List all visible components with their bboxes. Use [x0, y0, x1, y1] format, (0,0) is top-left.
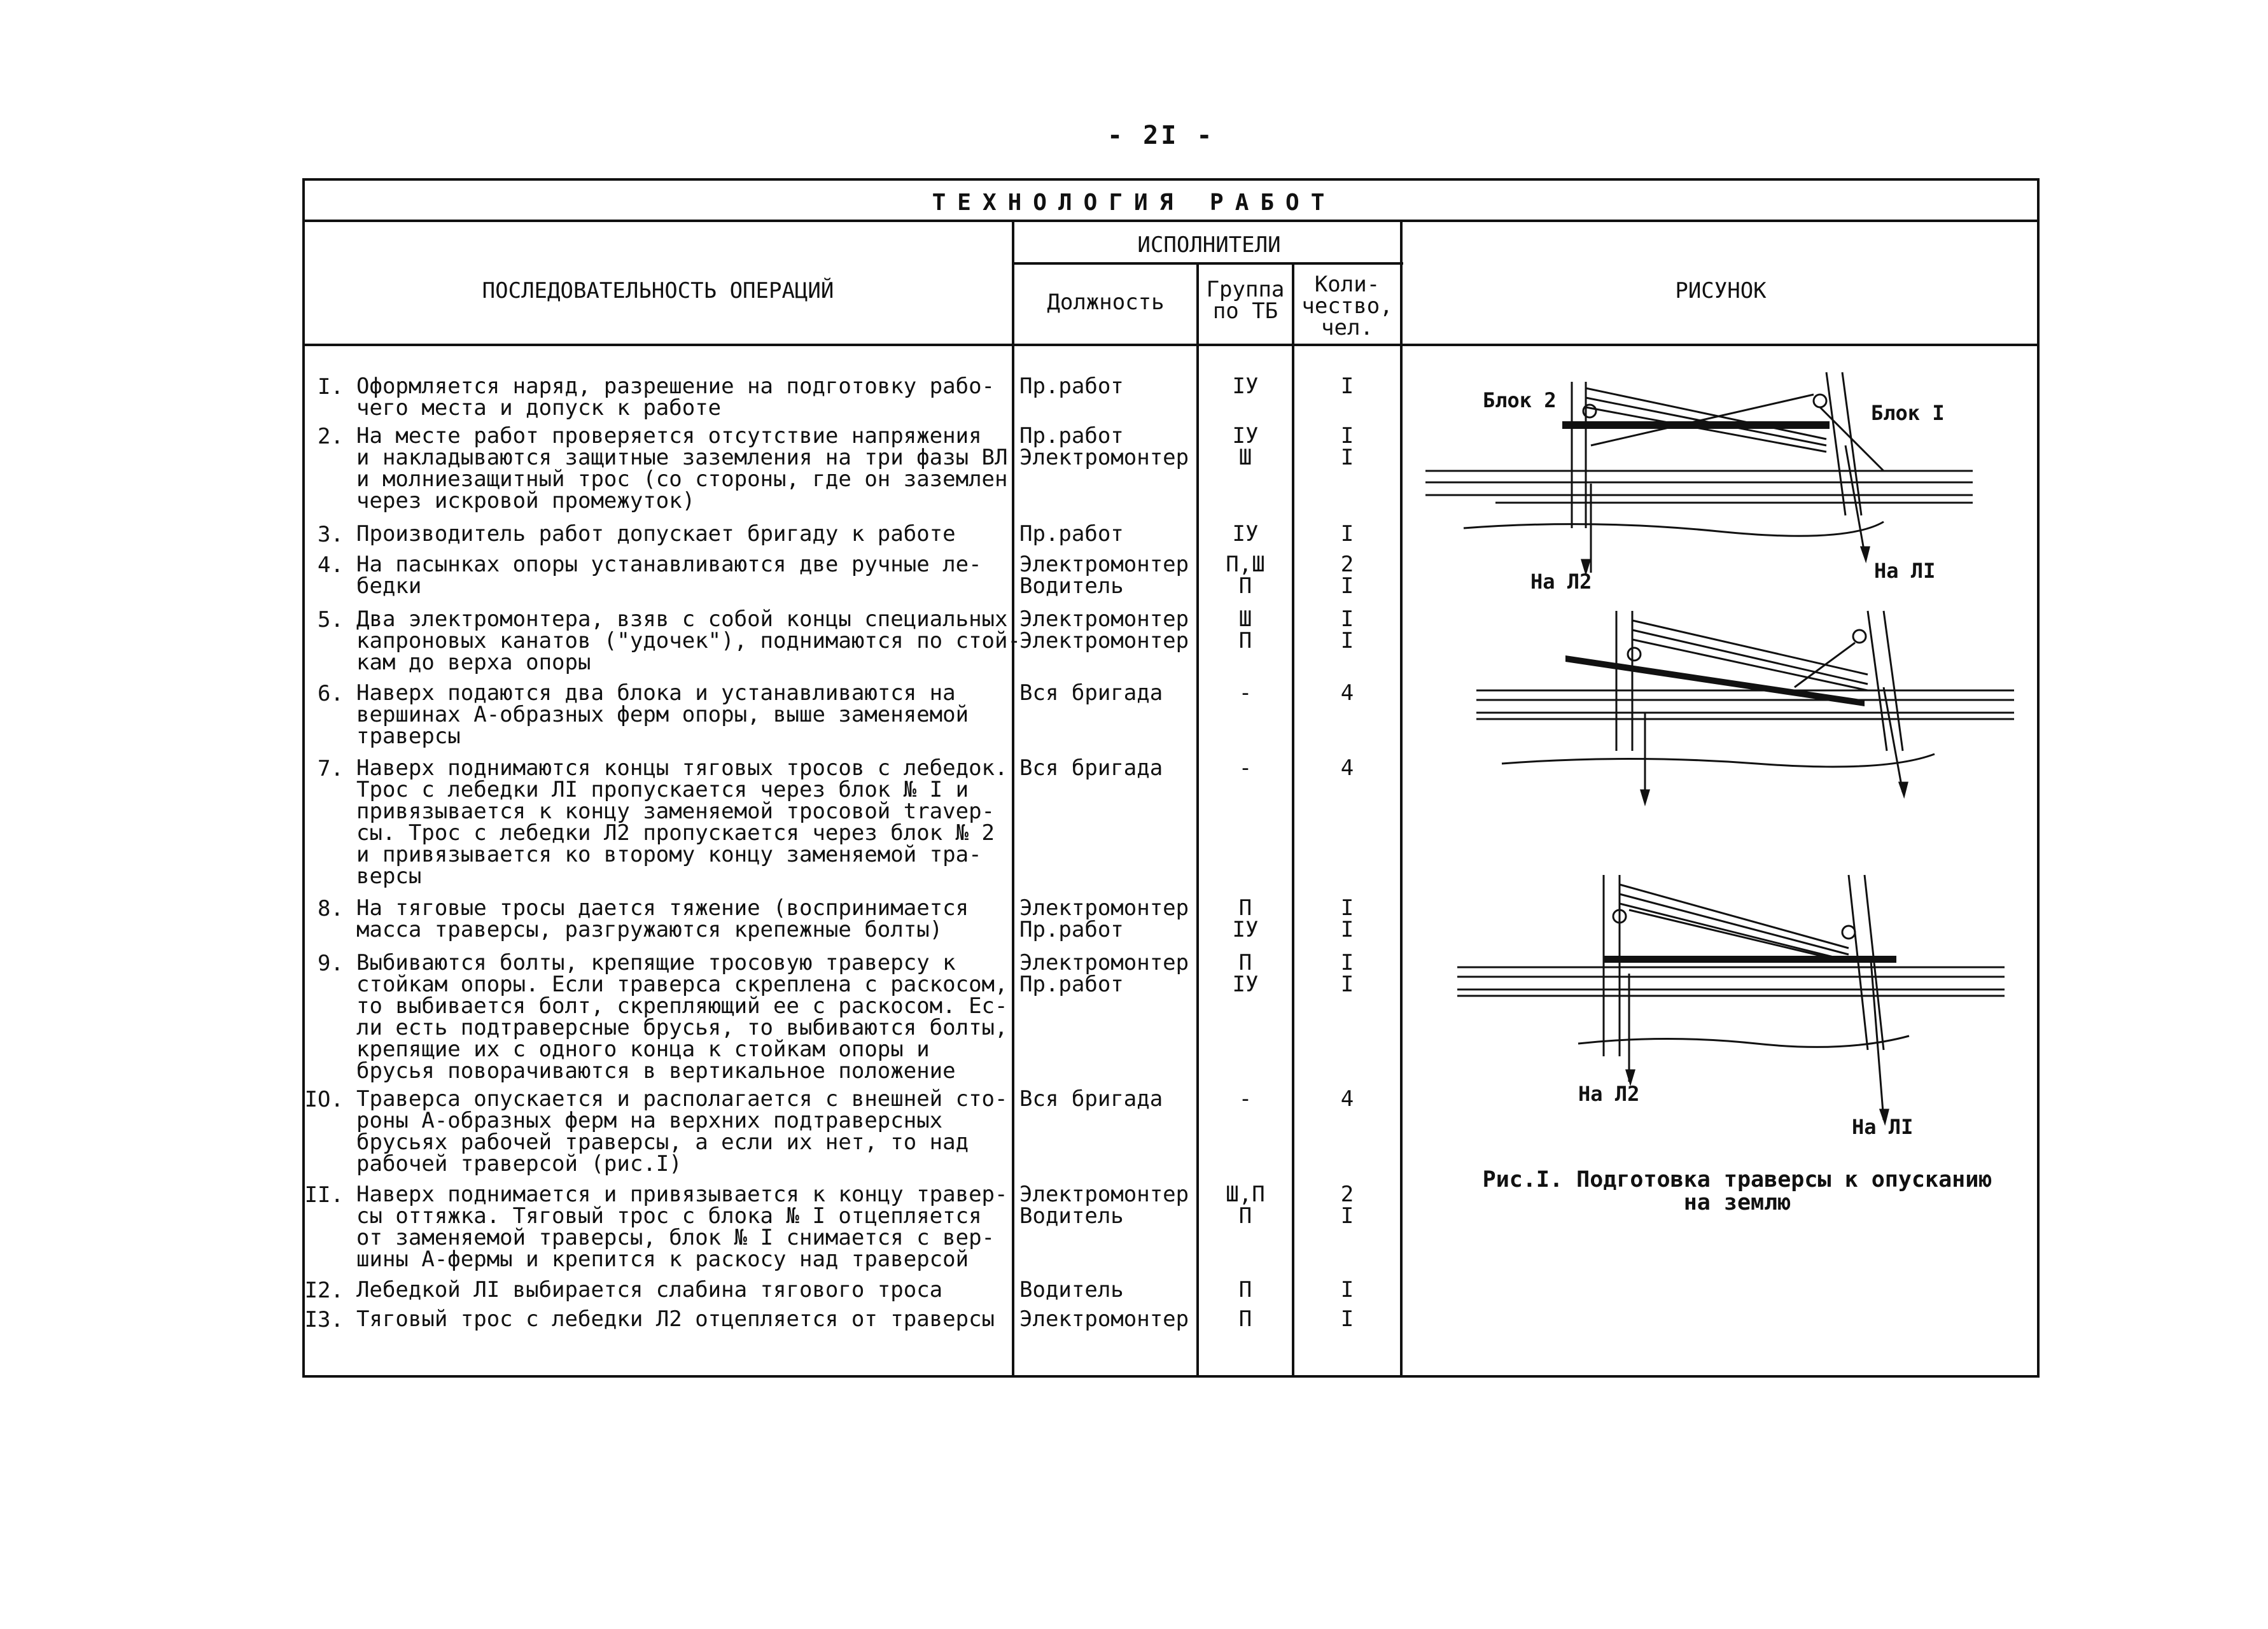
label-block2: Блок 2 [1483, 388, 1557, 412]
row-count: I [1340, 374, 1354, 399]
row-number: 6. [318, 681, 344, 706]
row-text: Наверх поднимаются концы тяговых тросов с лебедок. Трос с лебедки ЛI пропускается через блок № I и привязывается к концу заменяемой тросовой travер- сы. Трос с лебедки Л2 пропускается через блок № 2 и привязывается ко второму концу заменяемой тра- версы [356, 755, 1008, 889]
row-group: Ш П [1238, 606, 1252, 654]
row-group: - [1238, 755, 1252, 781]
drawing-2 [1476, 611, 2014, 802]
row-group: П IУ [1232, 950, 1259, 997]
row-number: I3. [304, 1307, 344, 1332]
row-group: IУ [1232, 521, 1259, 547]
label-block1: Блок I [1871, 401, 1945, 425]
row-group: П,Ш П [1226, 552, 1265, 599]
row-count: 2 I [1340, 1182, 1354, 1229]
row-count: 2 I [1340, 552, 1354, 599]
row-count: I [1340, 521, 1354, 547]
label-to-l2: На Л2 [1578, 1082, 1640, 1106]
header-count: Коли- чество, чел. [1301, 272, 1393, 340]
row-text: На месте работ проверяется отсутствие напряжения и накладываются защитные заземления на три фазы ВЛ и молниезащитный трос (со стороны, где он заземлен через искровой промежуток) [356, 423, 1008, 514]
row-number: 2. [318, 424, 344, 449]
row-text: Траверса опускается и располагается с внешней сто- роны А-образных ферм на верхних подтраверсных брусьях рабочей траверсы, а если их нет, то над рабочей траверсой (рис.I) [356, 1086, 1008, 1177]
header-figure: РИСУНОК [1675, 278, 1767, 304]
row-text: Оформляется наряд, разрешение на подготовку рабо- чего места и допуск к работе [356, 374, 995, 421]
row-position: Электромонтер Пр.работ [1019, 895, 1189, 942]
label-to-l2: На Л2 [1530, 570, 1592, 594]
row-position: Пр.работ [1019, 521, 1124, 547]
row-group: П [1238, 1277, 1252, 1303]
row-number: 9. [318, 951, 344, 976]
row-position: Пр.работ Электромонтер [1019, 423, 1189, 470]
row-position: Электромонтер Водитель [1019, 552, 1189, 599]
label-to-l1: На ЛI [1874, 559, 1936, 583]
row-number: 7. [318, 756, 344, 781]
row-number: 5. [318, 607, 344, 633]
row-count: 4 [1340, 1086, 1354, 1112]
row-number: 8. [318, 896, 344, 921]
row-number: 4. [318, 552, 344, 578]
row-number: I. [318, 374, 344, 400]
row-text: Наверх поднимается и привязывается к концу травер- сы оттяжка. Тяговый трос с блока № I отцепляется от заменяемой траверсы, блок № I снимается с вер- шины А-фермы и крепится к раскосу над траверсой [356, 1182, 1008, 1272]
row-position: Вся бригада [1019, 755, 1163, 781]
figure-caption: Рис.I. Подготовка траверсы к опусканию на землю [1482, 1167, 1992, 1215]
row-count: I I [1340, 606, 1354, 654]
row-count: 4 [1340, 680, 1354, 706]
row-position: Электромонтер Электромонтер [1019, 606, 1189, 654]
row-text: На тяговые тросы дается тяжение (воспринимается масса траверсы, разгружаются крепежные болты) [356, 895, 969, 942]
row-group: - [1238, 1086, 1252, 1112]
row-text: Тяговый трос с лебедки Л2 отцепляется от траверсы [356, 1306, 995, 1332]
row-text: Наверх подаются два блока и устанавливаются на вершинах А-образных ферм опоры, выше заменяемой траверсы [356, 680, 969, 749]
drawing-3 [1457, 875, 2005, 1120]
header-performers: ИСПОЛНИТЕЛИ [1137, 232, 1281, 258]
row-position: Электромонтер Пр.работ [1019, 950, 1189, 997]
row-number: I2. [304, 1278, 344, 1303]
header-position: Должность [1047, 290, 1165, 315]
row-position: Пр.работ [1019, 374, 1124, 399]
row-count: I [1340, 1306, 1354, 1332]
row-group: П IУ [1232, 895, 1259, 942]
row-group: Ш,П П [1226, 1182, 1265, 1229]
row-position: Электромонтер [1019, 1306, 1189, 1332]
row-count: I I [1340, 950, 1354, 997]
header-sequence: ПОСЛЕДОВАТЕЛЬНОСТЬ ОПЕРАЦИЙ [482, 278, 834, 304]
row-text: Выбиваются болты, крепящие тросовую траверсу к стойкам опоры. Если траверса скреплена с раскосом, то выбивается болт, скрепляющий ее с раскосом. Ес- ли есть подтраверсные брусья, то выбиваются болты, крепящие их с одного конца к стойкам опоры и брусья поворачиваются в вертикальное положение [356, 950, 1008, 1084]
label-to-l1: На ЛI [1852, 1115, 1914, 1139]
row-number: IO. [304, 1087, 344, 1112]
row-text: На пасынках опоры устанавливаются две ручные ле- бедки [356, 552, 982, 599]
row-group: IУ [1232, 374, 1259, 399]
row-position: Вся бригада [1019, 680, 1163, 706]
row-group: П [1238, 1306, 1252, 1332]
row-count: I [1340, 1277, 1354, 1303]
row-group: IУ Ш [1232, 423, 1259, 470]
row-position: Водитель [1019, 1277, 1124, 1303]
row-text: Производитель работ допускает бригаду к работе [356, 521, 956, 547]
table-title: ТЕХНОЛОГИЯ РАБОТ [932, 190, 1336, 216]
row-count: I I [1340, 423, 1354, 470]
row-text: Два электромонтера, взяв с собой концы специальных капроновых канатов ("удочек"), поднимаются по стой- кам до верха опоры [356, 606, 1021, 675]
row-text: Лебедкой ЛI выбирается слабина тягового троса [356, 1277, 943, 1303]
row-count: I I [1340, 895, 1354, 942]
row-group: - [1238, 680, 1252, 706]
row-count: 4 [1340, 755, 1354, 781]
header-group: Группа по ТБ [1206, 277, 1285, 324]
page-number: - 2I - [1107, 121, 1215, 150]
row-position: Вся бригада [1019, 1086, 1163, 1112]
row-number: II. [304, 1182, 344, 1208]
row-number: 3. [318, 522, 344, 547]
row-position: Электромонтер Водитель [1019, 1182, 1189, 1229]
